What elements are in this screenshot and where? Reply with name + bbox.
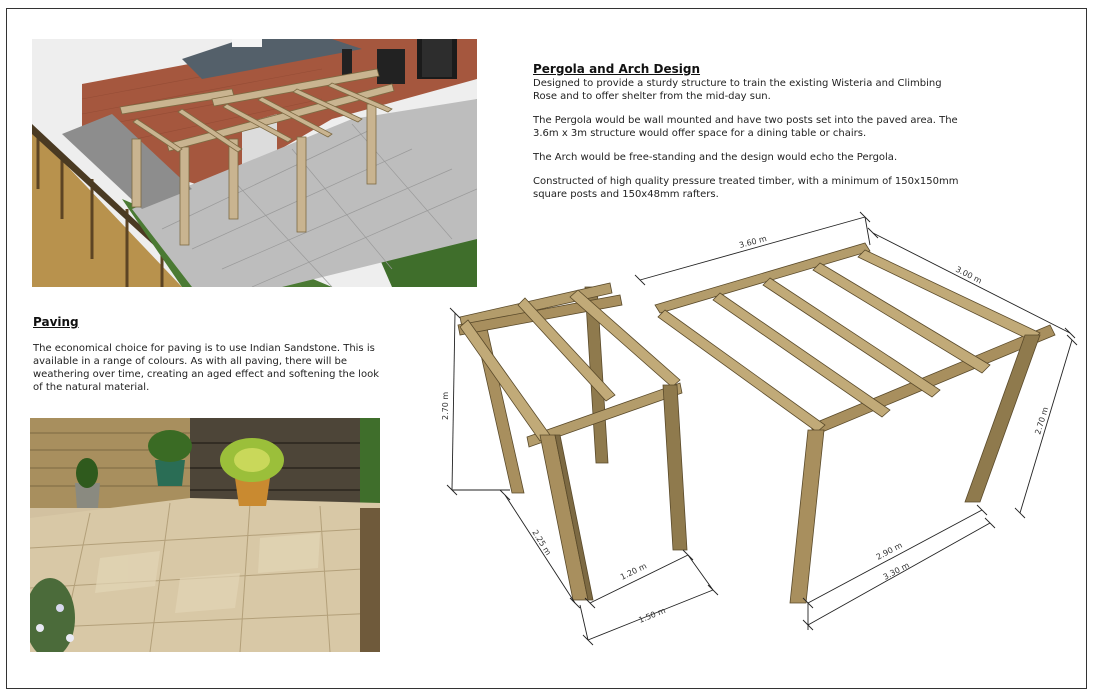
pergola-render-image <box>32 39 477 287</box>
pergola-paragraph: The Arch would be free-standing and the design would echo the Pergola. <box>533 152 898 163</box>
pergola-paragraph: Constructed of high quality pressure treated timber, with a minimum of 150x150mm square posts and 150x48mm rafters. <box>533 176 959 200</box>
pergola-paragraph: Designed to provide a sturdy structure to train the existing Wisteria and Climbing Rose and to offer shelter from the mid-day sun. <box>533 78 942 102</box>
pergola-structure <box>655 243 1055 603</box>
pergola-heading: Pergola and Arch Design <box>533 62 701 76</box>
paving-description <box>33 315 383 405</box>
dim-arch-depth: 2.25 m <box>530 528 553 557</box>
pergola-arch-drawing <box>430 205 1085 650</box>
paving-heading: Paving <box>33 315 79 329</box>
paving-photo-image <box>30 418 380 652</box>
dim-pergola-length: 3.60 m <box>738 233 768 250</box>
dim-pergola-depth: 3.00 m <box>954 264 984 286</box>
arch-structure <box>458 283 687 600</box>
dim-arch-outer-width: 1.50 m <box>637 605 667 625</box>
pergola-paragraph: The Pergola would be wall mounted and have two posts set into the paved area. The 3.6m x 3m structure would offer space for a dining table or chairs. <box>533 115 958 139</box>
dim-arch-inner-width: 1.20 m <box>618 561 649 582</box>
dim-pergola-outer-span: 3.30 m <box>881 560 911 582</box>
pergola-description <box>533 62 963 212</box>
dim-arch-height: 2.70 m <box>441 391 450 420</box>
dim-pergola-inner-span: 2.90 m <box>874 540 904 562</box>
paving-paragraph: The economical choice for paving is to use Indian Sandstone. This is available in a range of colours. As with all paving, there will be weathering over time, creating an aged effect and softening the look of the natural material. <box>33 343 379 393</box>
dim-pergola-height: 2.70 m <box>1033 406 1051 436</box>
